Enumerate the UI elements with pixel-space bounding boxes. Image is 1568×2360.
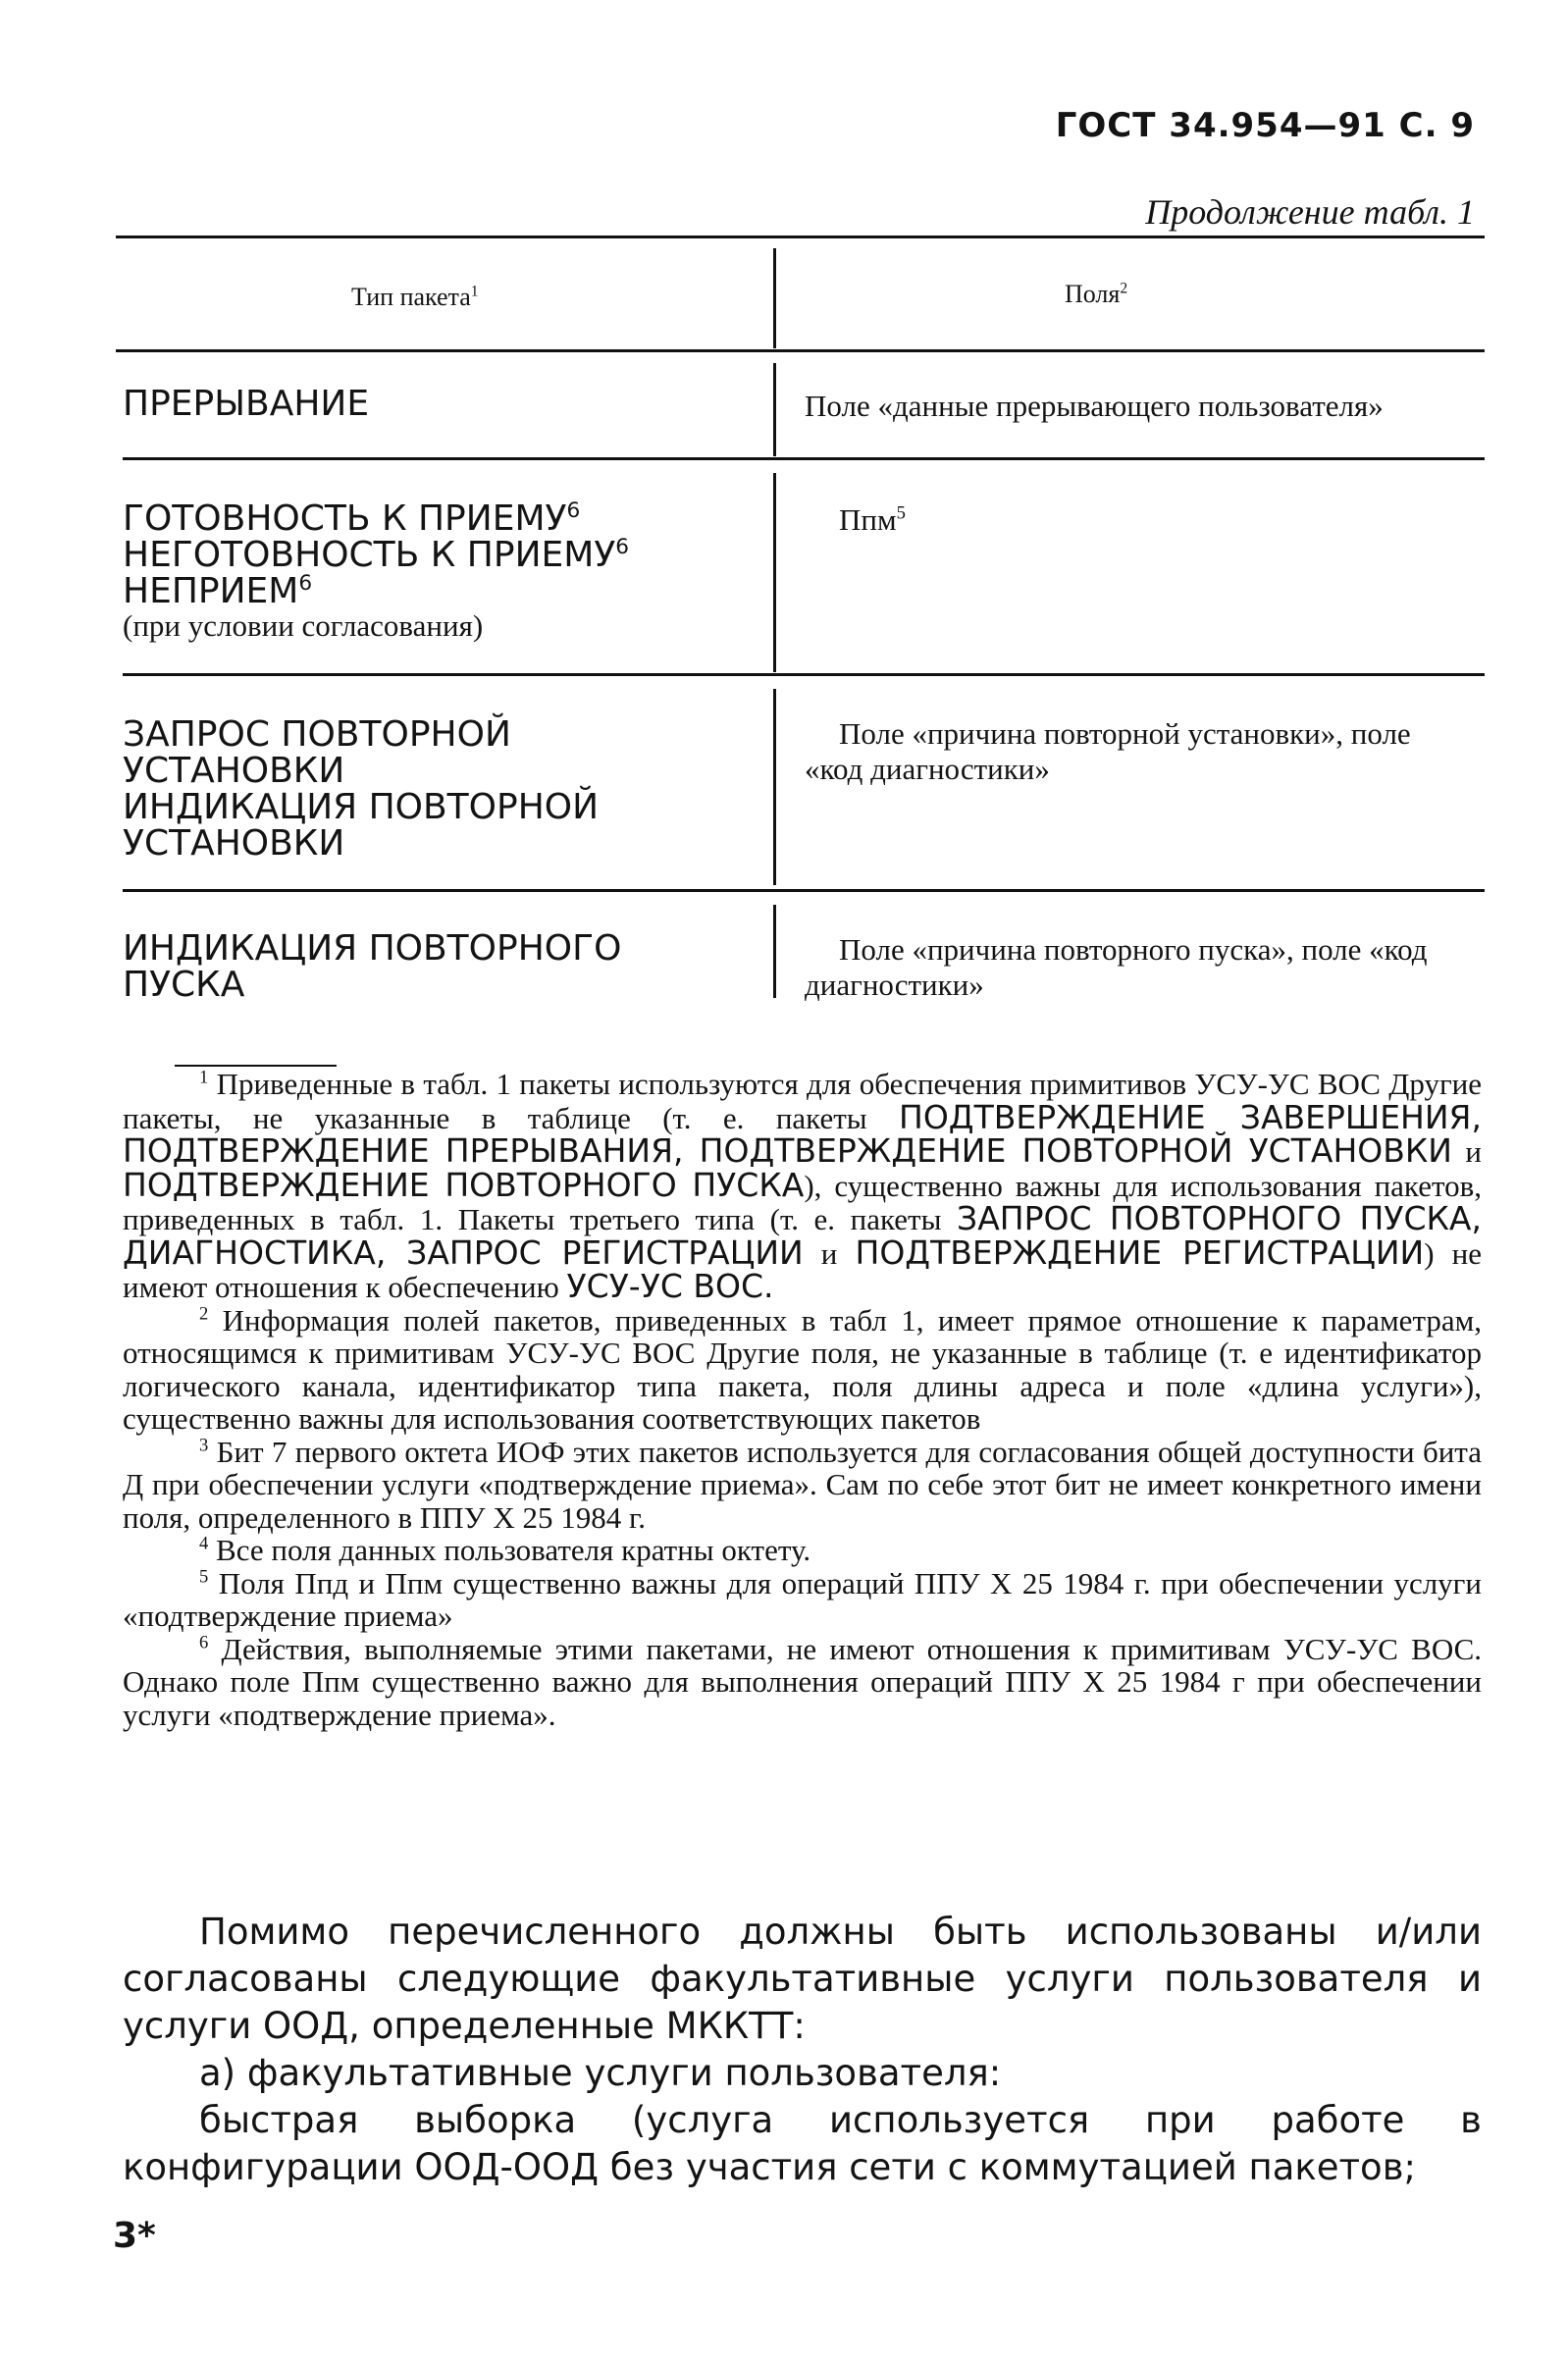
footnote: $^3$ Бит 7 первого октета ИОФ этих пакетов используется для согласования общей доступности бита Д при обеспечении услуги «подтверждение приема». Сам по себе этот бит не имеет конкретного имени поля, определенного в ППУ Х 25 1984 г.: [123, 1434, 1482, 1535]
footnotes: [123, 1068, 1482, 1731]
column-header-type: Тип пакета$^1$: [351, 283, 479, 311]
table-rule: [116, 349, 1485, 352]
footnote: $^6$ Действия, выполняемые этими пакетами, не имеют отношения к примитивам УСУ-УС ВОС. Однако поле Ппм существенно важно для выполнения операций ППУ Х 25 1984 г при обеспечении услуги «подтверждение приема».: [123, 1631, 1483, 1732]
table-rule: [123, 889, 1485, 892]
table-rule: [123, 457, 1485, 460]
column-divider: [773, 363, 776, 456]
body-text: [123, 1909, 1482, 2191]
packet-type-cell: ГОТОВНОСТЬ К ПРИЕМУ$^6$ НЕГОТОВНОСТЬ К ПРИЕМУ$^6$ НЕПРИЕМ$^6$ (при условии согласования): [123, 498, 630, 643]
list-item-a: а) факультативные услуги пользователя:: [199, 2052, 1002, 2094]
signature-mark: 3*: [113, 2216, 156, 2256]
footnote: $^5$ Поля Ппд и Ппм существенно важны для операций ППУ Х 25 1984 г. при обеспечении услуги «подтверждение приема»: [123, 1565, 1482, 1633]
packet-type-cell: ПРЕРЫВАНИЕ: [123, 384, 370, 424]
body-paragraph: Помимо перечисленного должны быть использованы и/или согласованы следующие факультативные услуги пользователя и услуги ООД, определенные МККТТ:: [123, 1911, 1482, 2047]
packet-type-cell: ЗАПРОС ПОВТОРНОЙ УСТАНОВКИ ИНДИКАЦИЯ ПОВТОРНОЙ УСТАНОВКИ: [123, 714, 600, 864]
footnote: $^1$ Приведенные в табл. 1 пакеты используются для обеспечения примитивов УСУ-УС ВОС Другие пакеты, не указанные в таблице (т. е. пакеты ПОДТВЕРЖДЕНИЕ ЗАВЕРШЕНИЯ, ПОДТВЕРЖДЕНИЕ ПРЕРЫВАНИЯ, ПОДТВЕРЖДЕНИЕ ПОВТОРНОЙ УСТАНОВКИ и ПОДТВЕРЖДЕНИЕ ПОВТОРНОГО ПУСКА), существенно важны для использования пакетов, приведенных в табл. 1. Пакеты третьего типа (т. е. пакеты ЗАПРОС ПОВТОРНОГО ПУСКА, ДИАГНОСТИКА, ЗАПРОС РЕГИСТРАЦИИ и ПОДТВЕРЖДЕНИЕ РЕГИСТРАЦИИ) не имеют отношения к обеспечению УСУ-УС ВОС.: [123, 1067, 1483, 1305]
footnote: $^4$ Все поля данных пользователя кратны октету.: [199, 1533, 811, 1567]
column-divider: [773, 689, 776, 885]
packet-fields-cell: Поле «данные прерывающего пользователя»: [805, 389, 1384, 423]
table-continuation: Продолжение табл. 1: [1145, 192, 1475, 232]
packet-fields-cell: Поле «причина повторного пуска», поле «код диагностики»: [805, 932, 1428, 1002]
footnote: $^2$ Информация полей пакетов, приведенных в табл 1, имеет прямое отношение к параметрам, относящимся к примитивам УСУ-УС ВОС Другие поля, не указанные в таблице (т. е идентификатор логического канала, идентификатор типа пакета, поля длины адреса и поле «длина услуги»), существенно важны для использования соответствующих пакетов: [123, 1302, 1482, 1436]
packet-type-cell: ИНДИКАЦИЯ ПОВТОРНОГО ПУСКА: [123, 928, 622, 1005]
column-divider: [773, 473, 776, 672]
column-header-fields: Поля$^2$: [1065, 280, 1128, 308]
column-divider: [773, 248, 776, 348]
table-rule: [116, 236, 1485, 238]
column-divider: [773, 905, 776, 998]
table-rule: [123, 673, 1485, 676]
body-paragraph: быстрая выборка (услуга используется при работе в конфигурации ООД-ООД без участия сети с коммутацией пакетов;: [123, 2099, 1482, 2188]
packet-fields-cell: Поле «причина повторной установки», поле «код диагностики»: [805, 716, 1411, 786]
packet-fields-cell: Ппм$^5$: [839, 502, 906, 537]
page-header: ГОСТ 34.954—91 С. 9: [1055, 106, 1475, 145]
